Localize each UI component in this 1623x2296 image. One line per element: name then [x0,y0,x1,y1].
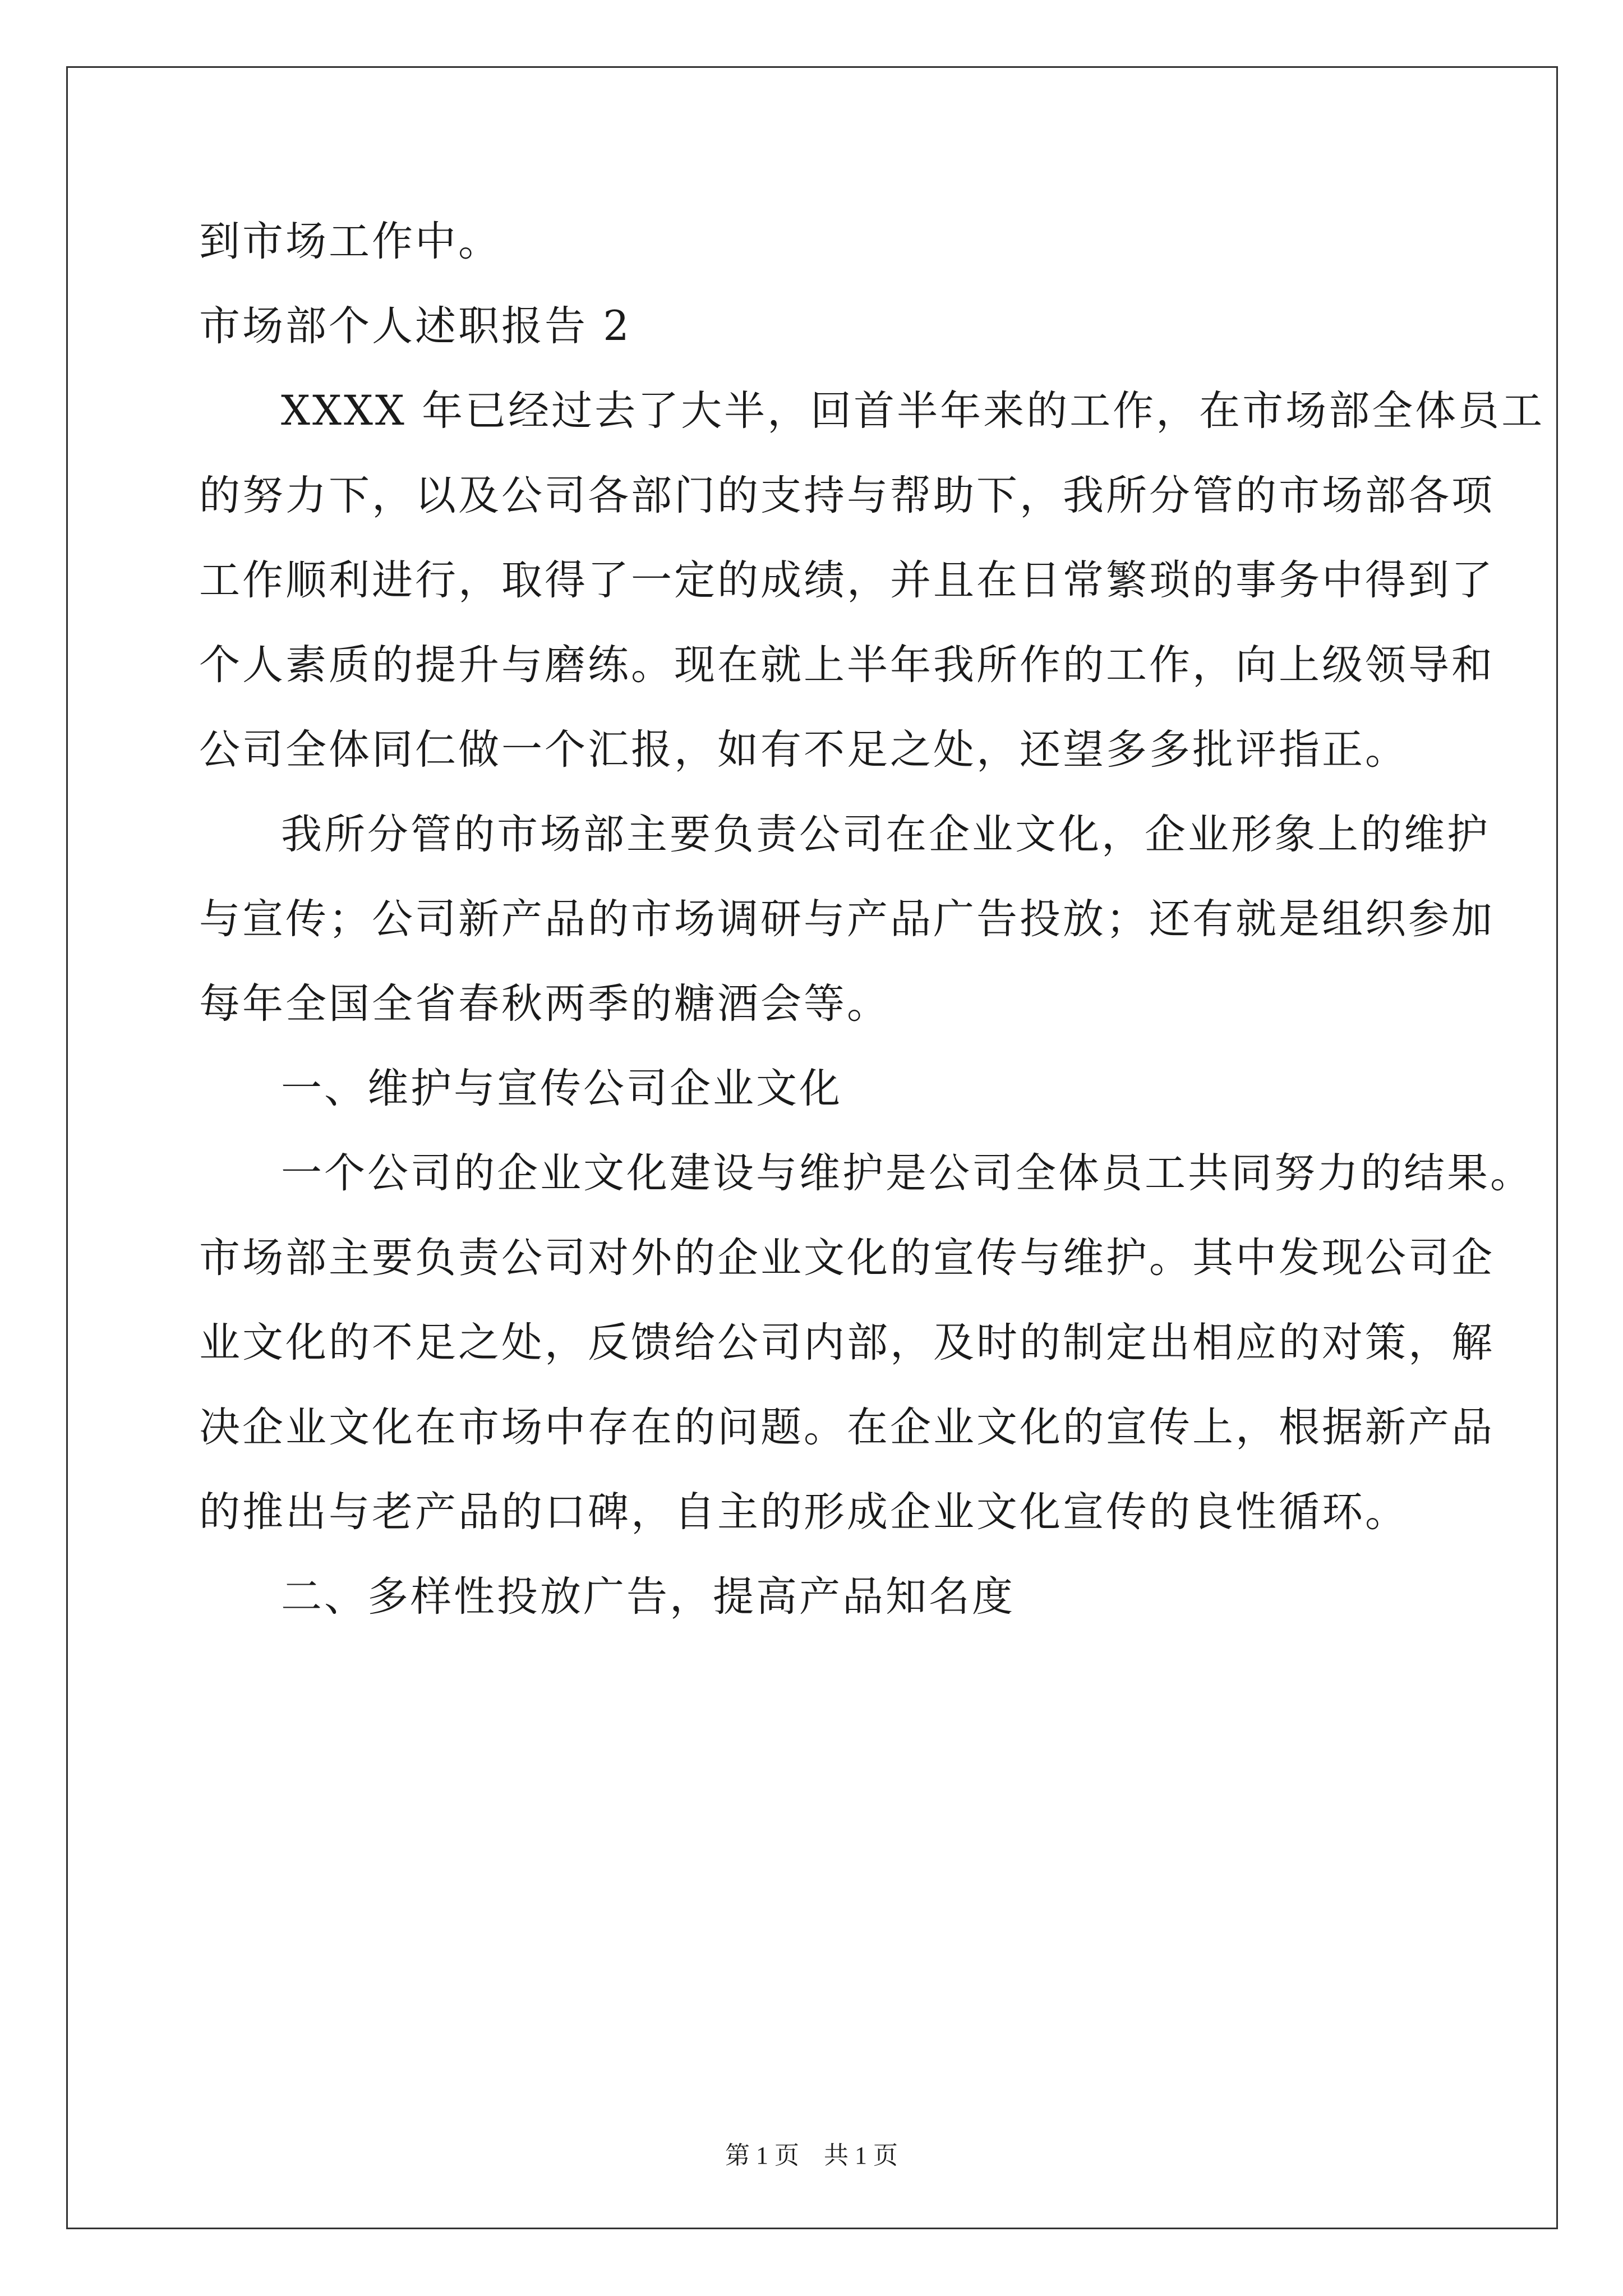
text-line: 工作顺利进行，取得了一定的成绩，并且在日常繁琐的事务中得到了 [199,556,1495,604]
subsection-heading: 二、多样性投放广告，提高产品知名度 [281,1573,1015,1621]
text-line: 到市场工作中。 [199,218,501,265]
text-line: 的推出与老产品的口碑，自主的形成企业文化宣传的良性循环。 [199,1488,1408,1536]
text-line: 个人素质的提升与磨练。现在就上半年我所作的工作，向上级领导和 [199,641,1495,689]
subsection-heading: 一、维护与宣传公司企业文化 [281,1065,842,1112]
text-line: 决企业文化在市场中存在的问题。在企业文化的宣传上，根据新产品 [199,1404,1495,1451]
text-line: 与宣传；公司新产品的市场调研与产品广告投放；还有就是组织参加 [199,895,1495,943]
text-line: 公司全体同仁做一个汇报，如有不足之处，还望多多批评指正。 [199,726,1408,774]
document-body [199,199,1545,1639]
text-line: 市场部主要负责公司对外的企业文化的宣传与维护。其中发现公司企 [199,1234,1495,1282]
page-footer: 第 1 页 共 1 页 [725,2142,898,2169]
text-line: 业文化的不足之处，反馈给公司内部，及时的制定出相应的对策，解 [199,1319,1495,1366]
text-line: 每年全国全省春秋两季的糖酒会等。 [199,980,890,1028]
section-title: 市场部个人述职报告 2 [199,302,631,350]
text-line: 一个公司的企业文化建设与维护是公司全体员工共同努力的结果。 [281,1149,1533,1197]
text-line: 的努力下，以及公司各部门的支持与帮助下，我所分管的市场部各项 [199,472,1495,519]
text-line: XXXX 年已经过去了大半，回首半年来的工作，在市场部全体员工 [281,387,1545,435]
text-line: 我所分管的市场部主要负责公司在企业文化，企业形象上的维护 [281,811,1490,858]
